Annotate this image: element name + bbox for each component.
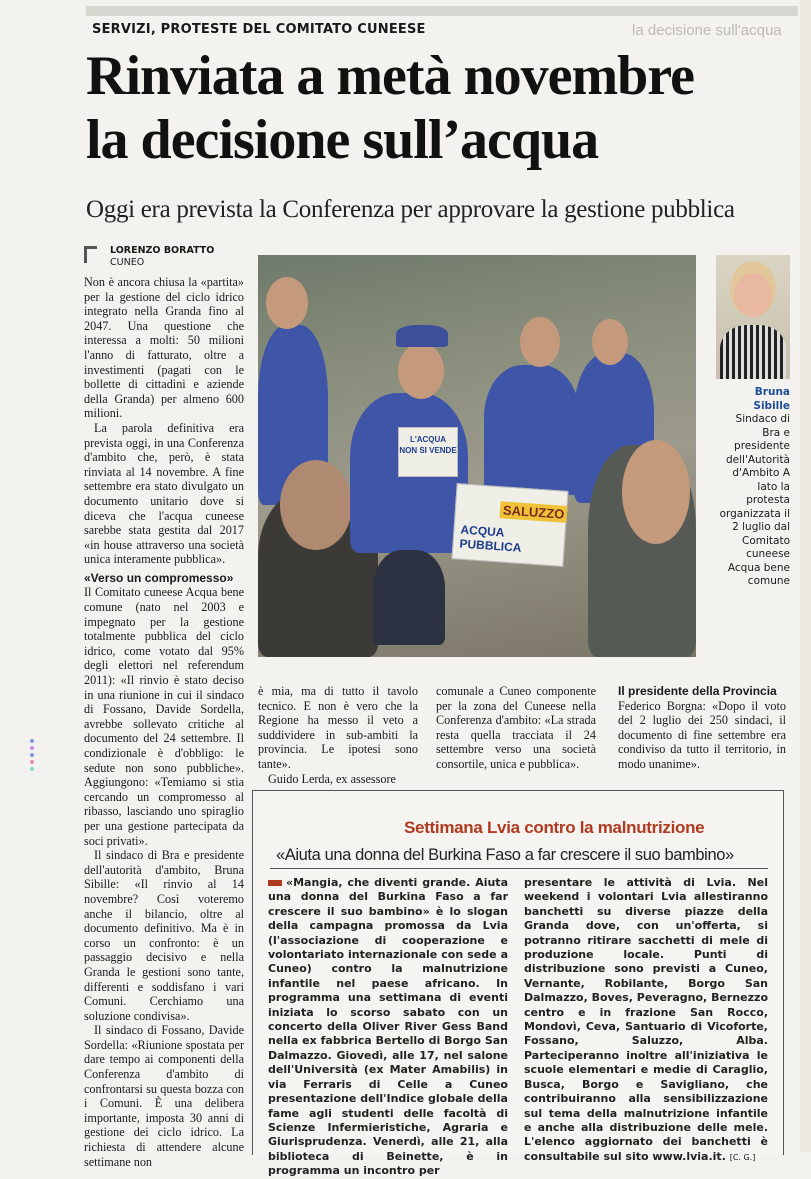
paragraph: Non è ancora chiusa la «partita» per la gestione del ciclo idrico integrato nella Granda fino al 2047. Una questione che interessa a molti: 50 milioni l'anno di fatturato, oltre a investimenti (pagati con le bollette di cittadini e aziende della Granda) per almeno 600 milioni. [84,275,244,421]
box-subtitle: «Aiuta una donna del Burkina Faso a far crescere il suo bambino» [276,846,734,864]
byline-mark [84,246,97,263]
byline [110,245,214,269]
section-heading: «Verso un compromesso» [84,570,234,585]
article-column-4 [618,684,786,772]
byline-place: CUNEO [110,257,145,268]
caption-name: Bruna Sibille [753,386,790,412]
sign-text: ACQUA PUBBLICA [459,522,522,555]
paragraph: Il Comitato cuneese Acqua bene comune (nato nel 2003 e impegnato per la gestione totalmente pubblica del ciclo idrico, come votato dal 95% degli elettori nel referendum 2011): «Il rinvio è stato deciso in una riunione in cui il sindaco di Fossano, Davide Sordella, avrebbe sollevato critiche al documento del 24 settembre. Il condizionale è d'obbligo: le sedute non sono pubbliche». Aggiungono: «Temiamo si stia cercando un compromesso al ribasso, lasciando uno spiraglio per una gestione partecipata da soci privati». [84,585,244,848]
bleed-through-text: la decisione sull'acqua [632,22,782,39]
box-signature: [C. G.] [729,1152,756,1162]
paragraph: Il sindaco di Bra e presidente dell'autorità d'ambito, Bruna Sibille: «Il rinvio al 14 novembre? Così voteremo anche il bilancio, oltre al documento definitivo. Ma è in corso un confronto: è un passaggio decisivo e nella Granda le gestioni sono tante, differenti e soddisfano i vari Comuni. Cerchiamo una soluzione condivisa». [84,848,244,1023]
box-divider [270,868,768,869]
subheadline: Oggi era prevista la Conferenza per approvare la gestione pubblica [86,196,735,223]
section-kicker: SERVIZI, PROTESTE DEL COMITATO CUNEESE [92,22,426,37]
margin-dots [30,736,40,774]
top-bar [86,6,798,16]
caption-text: Sindaco di Bra e presidente dell'Autorità d'Ambito A lato la protesta organizzata il 2 luglio dal Comitato cuneese Acqua bene comune [719,413,790,587]
paragraph: Guido Lerda, ex assessore [268,771,396,786]
protest-photo [258,255,696,657]
paragraph: comunale a Cuneo componente per la zona del Cuneese nella Conferenza d'ambito: «La strada resta quella tracciata il 24 settembre verso una società consortile, unica e pubblica». [436,684,596,771]
byline-author: LORENZO BORATTO [110,245,215,256]
portrait-photo [716,255,790,379]
page-edge [800,0,811,1152]
headline: Rinviata a metà novembre la decisione sull’acqua [86,45,694,171]
sign-text: NON SI VENDE [399,446,457,455]
article-column-3 [436,684,596,772]
section-heading: Il presidente della Provincia [618,684,777,698]
sign-text: SALUZZO [499,501,567,523]
protest-sign-small [398,427,458,477]
box-text: presentare le attività di Lvia. Nel weekend i volontari Lvia allestiranno banchetti su diverse piazze della Granda dove, con un'offerta, si potranno ritirare sacchetti di mele di produzione locale. Punti di distribuzione sono previsti a Cuneo, Vernante, Robilante, Borgo San Dalmazzo, Boves, Peveragno, Bernezzo centro e in frazione San Rocco, Mondovì, Ceva, Santuario di Vicoforte, Fossano, Saluzzo, Alba. Parteciperanno inoltre all'iniziativa le scuole elementari e medie di Caraglio, Busca, Borgo e Savigliano, che contribuiranno alla sensibilizzazione sul tema della malnutrizione infantile e anche alla distribuzione delle mele. L'elenco aggiornato dei banchetti è consultabile sul sito www.lvia.it. [524,876,768,1163]
paragraph: Il sindaco di Fossano, Davide Sordella: «Riunione spostata per dare tempo ai componenti della Conferenza d'ambito di confrontarsi su questa bozza con i Comuni. È una delibera importante, imposta 30 anni di gestione dei ciclo idrico. La richiesta di attendere alcune settimane non [84,1023,244,1169]
article-column-2 [258,684,418,786]
article-column-1 [84,275,244,1169]
paragraph: Federico Borgna: «Dopo il voto del 2 luglio dei 250 sindaci, il documento di fine settembre era condiviso da tutto il territorio, in modo unanime». [618,698,786,771]
box-title: Settimana Lvia contro la malnutrizione [404,818,705,837]
protest-sign-saluzzo [451,483,568,567]
paragraph: La parola definitiva era prevista oggi, in una Conferenza d'ambito che, però, è stata rinviata al 14 novembre. A fine settembre era stato divulgato un documento unitario dove si diceva che l'acqua cuneese sarebbe stata gestita dal 2017 «in house attraverso una società unica interamente pubblica». [84,420,244,567]
paragraph: è mia, ma di tutto il tavolo tecnico. E non è vero che la Regione ha messo il veto a suddividere in sub-ambiti la provincia. Le ipotesi sono tante». [258,684,418,771]
box-text: «Mangia, che diventi grande. Aiuta una donna del Burkina Faso a far crescere il suo bambino» è lo slogan della campagna promossa da Lvia (l'associazione di cooperazione e volontariato internazionale con sede a Cuneo) contro la malnutrizione infantile nel paese africano. In programma una settimana di eventi iniziata lo scorso sabato con un concerto della Oliver River Gess Band nella ex fabbrica Bertello di Borgo San Dalmazzo. Giovedì, alle 17, nel salone dell'Università (ex Mater Amabilis) in via Ferraris di Celle a Cuneo presentazione dell'Indice globale della fame agli studenti delle facoltà di Scienze Infermieristiche, Agraria e Giurisprudenza. Venerdì, alle 21, alla biblioteca di Beinette, è in programma un incontro per [268,876,508,1178]
portrait-caption [716,386,790,589]
lead-marker [268,880,282,886]
box-column-2 [524,876,768,1165]
sign-text: L'ACQUA [409,435,447,444]
box-column-1 [268,876,508,1179]
